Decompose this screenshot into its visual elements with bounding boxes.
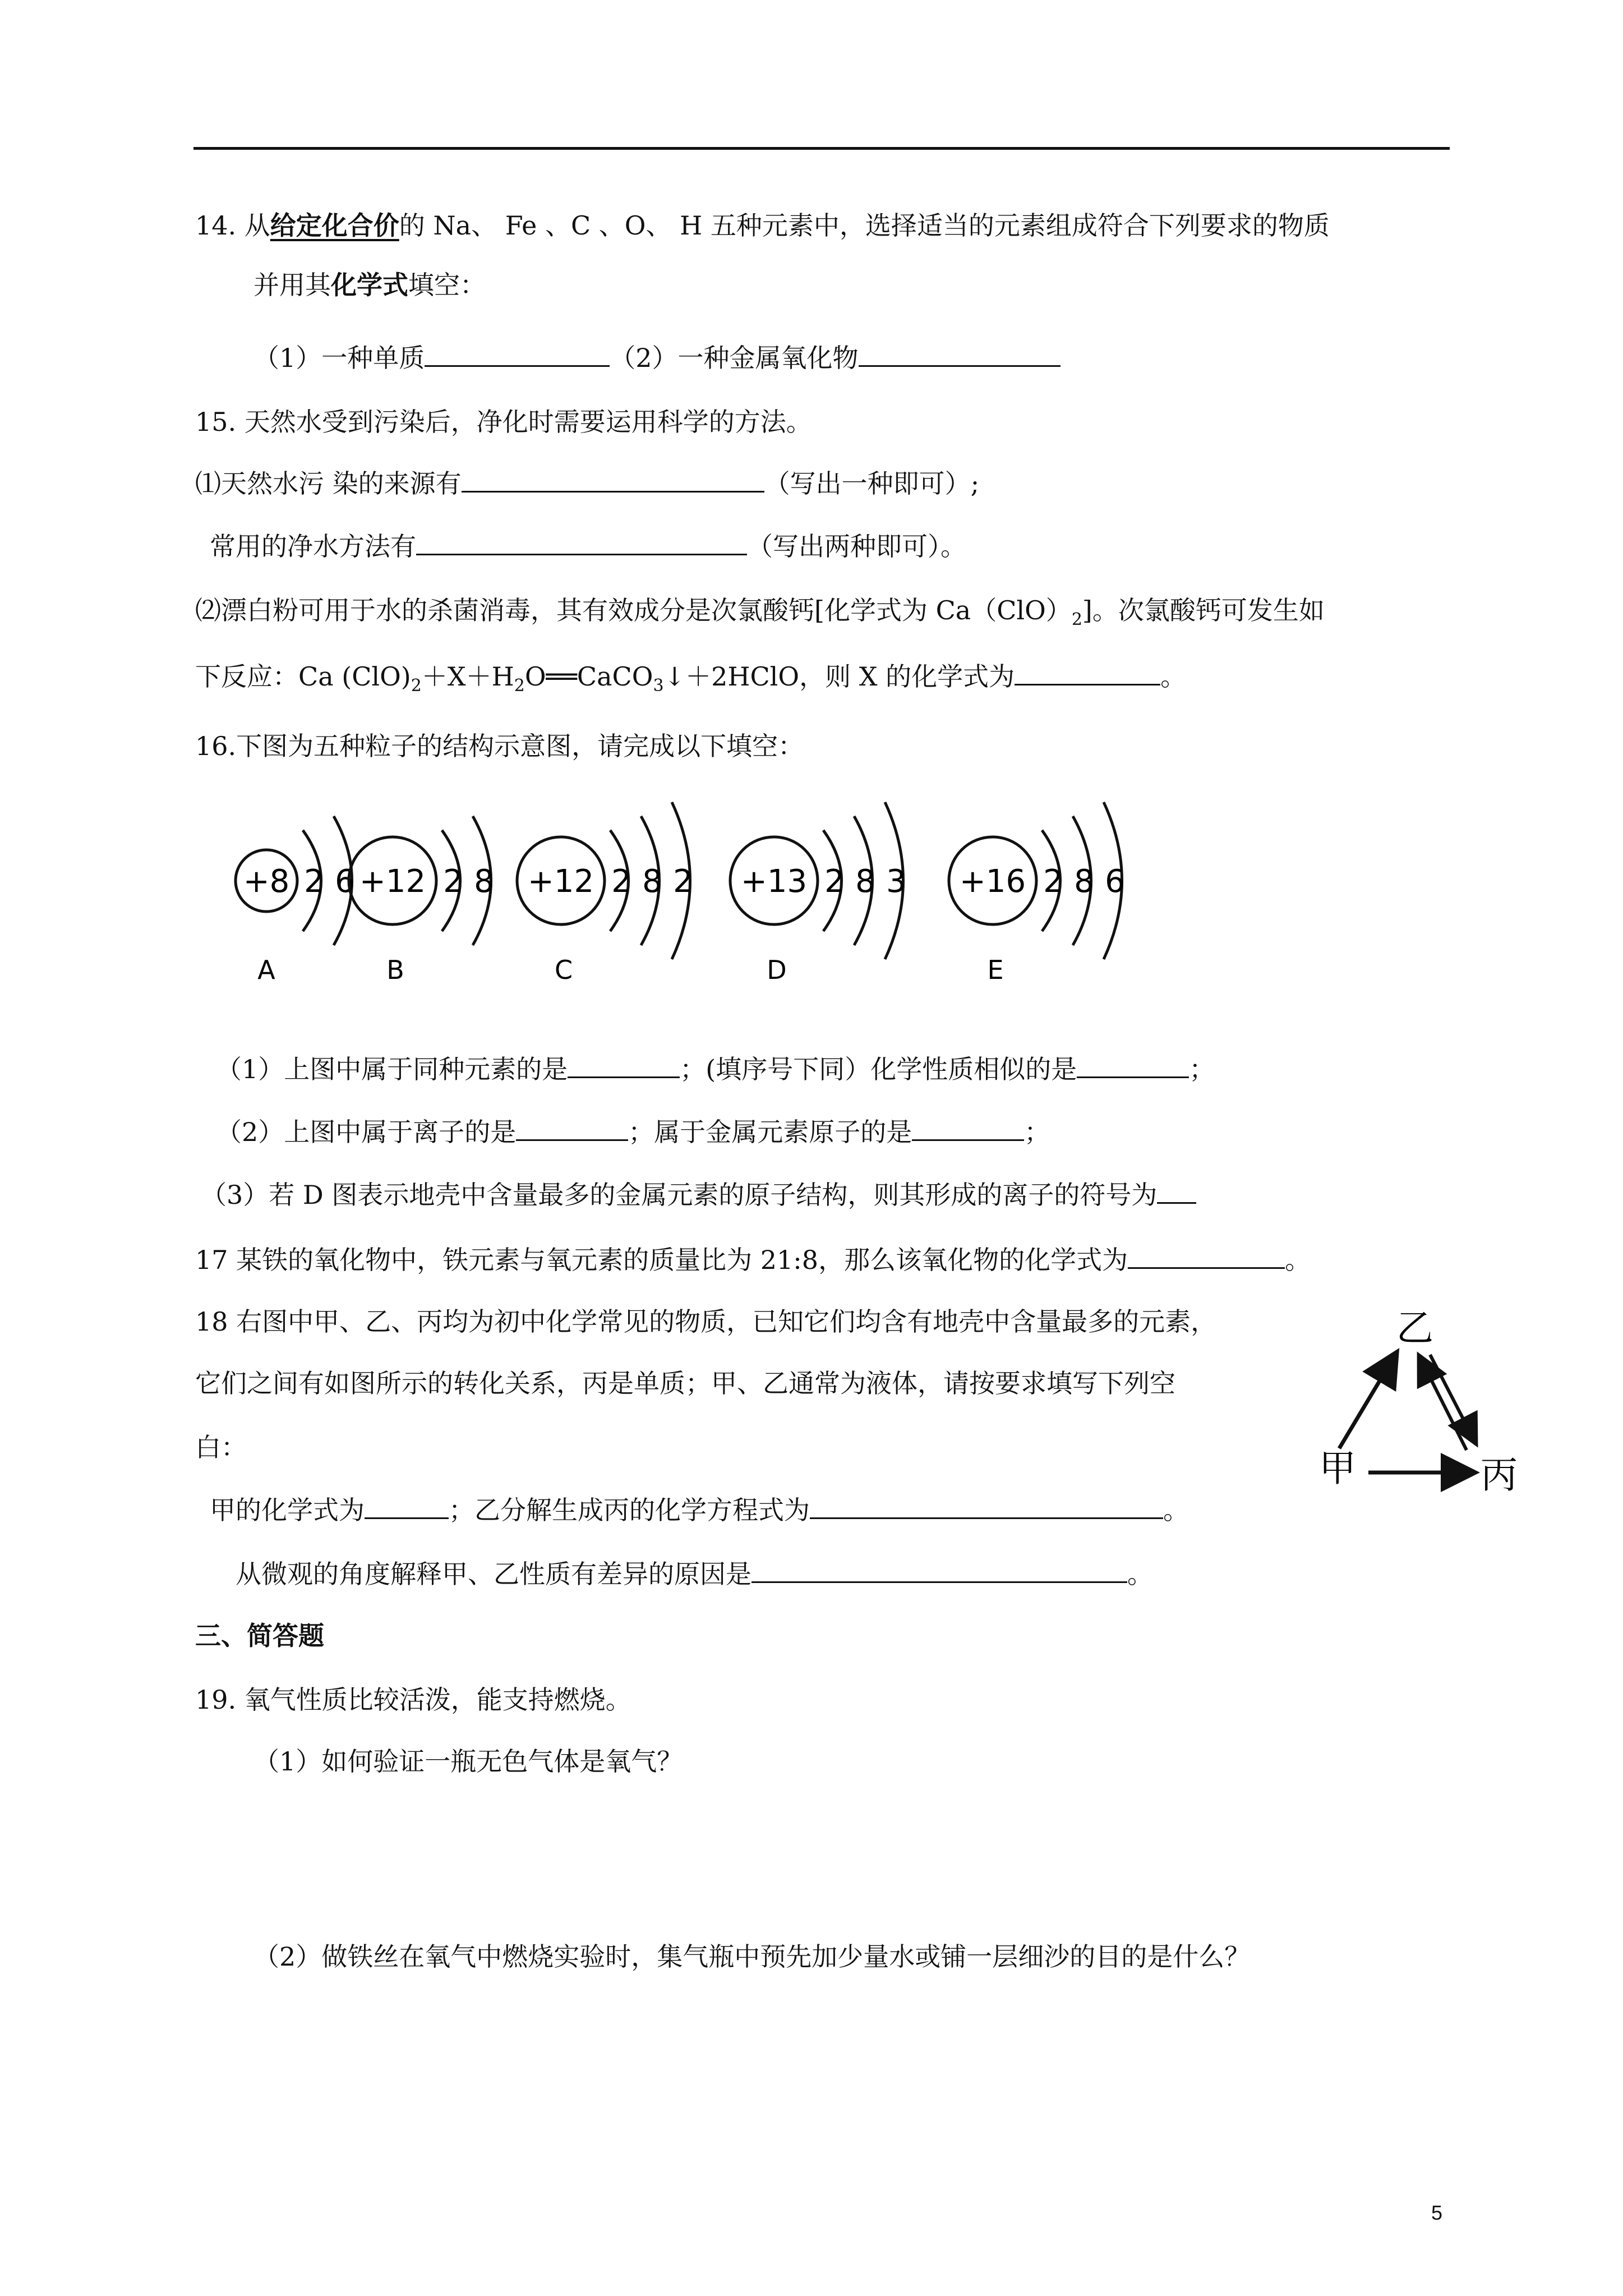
q19-s1: （1）如何验证一瓶无色气体是氧气？ xyxy=(253,1746,683,1777)
particle-label: A xyxy=(257,955,275,985)
answer-blank[interactable] xyxy=(1015,661,1160,685)
answer-blank[interactable] xyxy=(568,1054,680,1078)
answer-blank[interactable] xyxy=(365,1495,449,1519)
conversion-triangle-diagram xyxy=(1312,1301,1565,1503)
q17: 17 某铁的氧化物中，铁元素与氧元素的质量比为 21:8，那么该氧化物的化学式为 。 xyxy=(195,1245,1311,1275)
answer-blank[interactable] xyxy=(912,1117,1024,1141)
q14-emphasis: 给定化合价 xyxy=(270,210,399,241)
nucleus-charge: +8 xyxy=(243,863,290,900)
q14-line2: 并用其化学式填空： xyxy=(253,270,486,300)
q15-title: 15. 天然水受到污染后，净化时需要运用科学的方法。 xyxy=(195,407,812,437)
atom-structure-diagram xyxy=(213,785,1223,999)
nucleus-charge: +12 xyxy=(527,863,594,900)
particle-label: E xyxy=(987,955,1004,985)
q18-line1: 18 右图中甲、乙、丙均为初中化学常见的物质，已知它们均含有地壳中含量最多的元素， xyxy=(195,1306,1217,1337)
particle-C xyxy=(517,802,693,985)
section-heading: 三、简答题 xyxy=(195,1621,324,1651)
q15-p1b: 常用的净水方法有 （写出两种即可）。 xyxy=(210,531,966,562)
q16-s2: （2）上图中属于离子的是 ；属于金属元素原子的是 ； xyxy=(216,1117,1050,1147)
q14-line1: 14. 从给定化合价的 Na、 Fe 、C 、O、 H 五种元素中，选择适当的元素组成符合下列要求的物质 xyxy=(195,210,1330,241)
answer-blank[interactable] xyxy=(416,531,747,555)
header-rule xyxy=(193,147,1450,150)
node-yi: 乙 xyxy=(1396,1306,1433,1350)
electron-count: 3 xyxy=(886,863,906,900)
answer-blank[interactable] xyxy=(859,343,1061,367)
q16-s3: （3）若 D 图表示地壳中含量最多的金属元素的原子结构，则其形成的离子的符号为 xyxy=(201,1178,1196,1212)
particle-B xyxy=(349,816,494,985)
electron-count: 6 xyxy=(1105,863,1125,900)
nucleus-charge: +13 xyxy=(740,863,808,900)
q18-line2: 它们之间有如图所示的转化关系，丙是单质；甲、乙通常为液体，请按要求填写下列空 xyxy=(195,1368,1175,1398)
q19-title: 19. 氧气性质比较活泼，能支持燃烧。 xyxy=(195,1685,631,1715)
q18-line3: 白： xyxy=(195,1432,247,1462)
q18-line4: 甲的化学式为 ；乙分解生成丙的化学方程式为 。 xyxy=(210,1495,1189,1525)
arrow-jia-to-yi xyxy=(1339,1355,1395,1448)
answer-blank[interactable] xyxy=(1077,1054,1189,1078)
electron-count: 2 xyxy=(443,863,463,900)
particle-label: C xyxy=(554,955,573,985)
answer-blank[interactable] xyxy=(516,1117,628,1141)
particle-E xyxy=(949,802,1125,985)
node-bing: 丙 xyxy=(1481,1453,1518,1497)
particle-A xyxy=(236,816,355,985)
answer-blank[interactable] xyxy=(462,468,764,493)
q18-line5: 从微观的角度解释甲、乙性质有差异的原因是 。 xyxy=(236,1559,1153,1589)
q19-s2: （2）做铁丝在氧气中燃烧实验时，集气瓶中预先加少量水或铺一层细沙的目的是什么？ xyxy=(253,1941,1251,1972)
q15-p2-line1: ⑵漂白粉可用于水的杀菌消毒，其有效成分是次氯酸钙[化学式为 $Ca(ClO)_2$]。次氯酸钙可发生如 xyxy=(195,595,1325,630)
electron-count: 6 xyxy=(335,863,355,900)
q15-p1a: ⑴天然水污 染的来源有 （写出一种即可）; xyxy=(195,468,980,499)
page-number: 5 xyxy=(1431,2201,1443,2224)
electron-count: 2 xyxy=(1043,863,1063,900)
electron-count: 8 xyxy=(642,863,662,900)
electron-count: 2 xyxy=(304,863,324,900)
answer-blank[interactable] xyxy=(1128,1245,1285,1269)
particle-D xyxy=(730,802,906,985)
arrow-yi-to-bing xyxy=(1430,1355,1475,1442)
nucleus-charge: +16 xyxy=(959,863,1026,900)
electron-count: 2 xyxy=(611,863,631,900)
electron-count: 8 xyxy=(474,863,494,900)
electron-count: 2 xyxy=(824,863,845,900)
answer-blank[interactable] xyxy=(751,1559,1127,1583)
answer-blank[interactable] xyxy=(425,343,610,367)
nucleus-charge: +12 xyxy=(359,863,426,900)
node-jia: 甲 xyxy=(1319,1447,1356,1490)
electron-count: 8 xyxy=(855,863,875,900)
electron-count: 2 xyxy=(673,863,693,900)
answer-blank[interactable] xyxy=(810,1495,1163,1519)
arrow-bing-to-yi xyxy=(1420,1358,1467,1450)
electron-count: 8 xyxy=(1074,863,1094,900)
q15-p2-line2: 下反应：Ca $(ClO)_2+X+H_2O══CaCO_3↓+2HClO$，则 X 的化学式为 。 xyxy=(195,661,1187,696)
q14-items: （1）一种单质 （2）一种金属氧化物 xyxy=(253,341,1061,375)
particle-label: D xyxy=(767,955,787,985)
q16-title: 16.下图为五种粒子的结构示意图，请完成以下填空： xyxy=(195,731,804,761)
answer-blank[interactable] xyxy=(1157,1180,1196,1204)
particle-label: B xyxy=(386,955,404,985)
q16-s1: （1）上图中属于同种元素的是 ；(填序号下同）化学性质相似的是 ； xyxy=(216,1054,1215,1084)
